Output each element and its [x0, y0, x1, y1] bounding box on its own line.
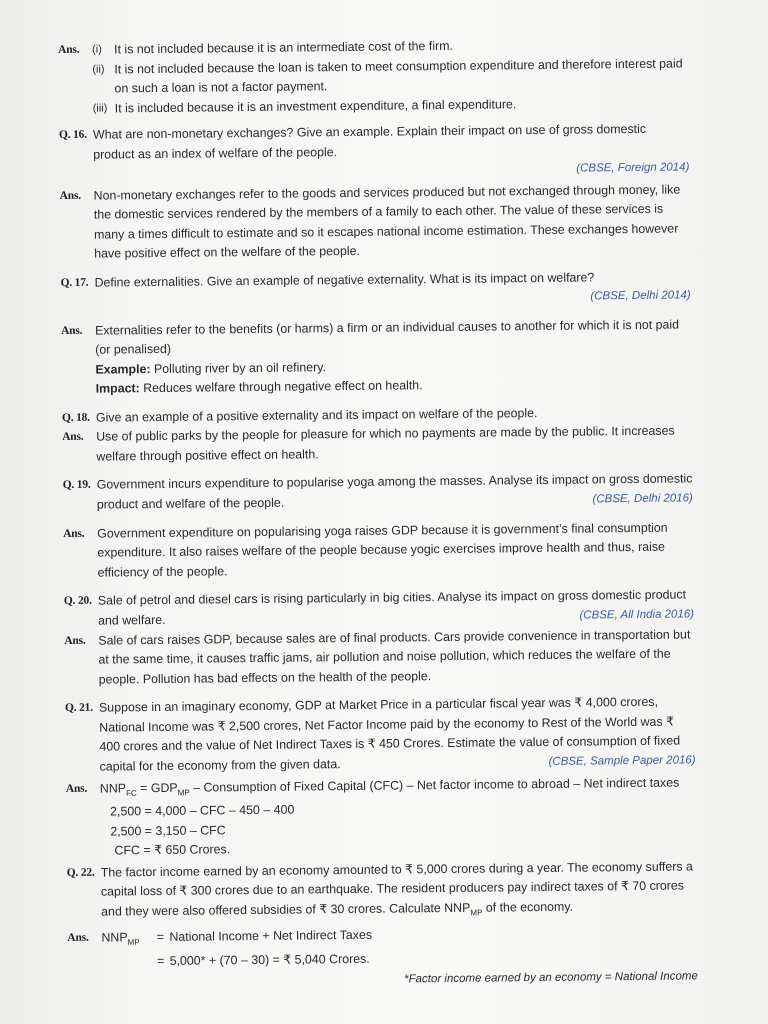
- answer-label: Ans.: [65, 782, 88, 795]
- question-label: Q. 16.: [58, 128, 87, 141]
- question-text: The factor income earned by an economy amounted to ₹ 5,000 crores during a year. The economy suffers a capital loss of ₹ 300 crores due to an earthquake. The resident producers pay indirect taxes of ₹ 70 crores and they were also offered subsidies of ₹ 30 crores. Calculate NNP: [100, 859, 693, 919]
- answer-label: Ans.: [63, 527, 85, 540]
- answer-20: [64, 625, 695, 690]
- formula-rest: – Consumption of Fixed Capital (CFC) – Net factor income to abroad – Net indirect taxes: [189, 775, 680, 795]
- equation-lhs: [101, 928, 151, 952]
- answer-label: Ans.: [62, 430, 84, 443]
- question-label: Q. 17.: [60, 276, 89, 289]
- example-label: Example:: [95, 361, 151, 377]
- answer-17: [61, 315, 692, 400]
- question-22: [67, 857, 698, 927]
- item-text: It is not included because the loan is taken to meet consumption expenditure and therefore interest paid on such a loan is not a factor payment.: [114, 55, 683, 96]
- equation-subscript: MP: [127, 937, 140, 947]
- example-text: Polluting river by an oil refinery.: [150, 359, 326, 376]
- question-source: (CBSE, Foreign 2014): [576, 161, 690, 175]
- item-text: It is included because it is an investment expenditure, a final expenditure.: [114, 96, 517, 115]
- answer-text: Non-monetary exchanges refer to the goods and services produced but not exchanged through money, like the domestic services rendered by the members of a family to each other. The value of these services is many a times difficult to estimate and so it escapes national income estimation. These exchanges however have positive effect on the welfare of the people.: [93, 181, 681, 261]
- equals-sign: =: [156, 953, 165, 968]
- equals-sign: =: [156, 929, 165, 944]
- answer-16: [60, 180, 691, 265]
- answer-label: Ans.: [67, 931, 89, 944]
- question-subscript: MP: [470, 908, 483, 918]
- page-content: [58, 33, 698, 993]
- footnote: *Factor income earned by an economy = National Income: [404, 970, 698, 986]
- question-text: Suppose in an imaginary economy, GDP at Market Price in a particular fiscal year was ₹ 4,000 crores, National Income was ₹ 2,500 crores, Net Factor Income paid by the economy to Rest of the World was ₹ 400 crores and the value of Net Indirect Taxes is ₹ 450 Crores. Estimate the value of consumption of fixed capital for the economy from the given data.: [98, 694, 681, 774]
- answer-label: Ans.: [58, 43, 80, 56]
- equation-spacer: [102, 952, 152, 972]
- item-number: (iii): [92, 101, 108, 115]
- answer-text: Sale of cars raises GDP, because sales are of final products. Cars provide convenience in transportation but at the same time, it causes traffic jams, air pollution and noise pollution, which reduces the welfare of the people. Pollution has bad effects on the health of the people.: [98, 626, 691, 687]
- question-text: What are non-monetary exchanges? Give an example. Explain their impact on use of gross domestic product as an index of welfare of the people.: [92, 121, 647, 162]
- answer-18: [62, 421, 692, 467]
- question-label: Q. 18.: [61, 411, 90, 424]
- question-text: Government incurs expenditure to popularise yoga among the masses. Analyse its impact on gross domestic product and welfare of the people.: [96, 471, 693, 512]
- question-label: Q. 19.: [62, 478, 91, 491]
- equation-rhs: 5,000* + (70 – 30) = ₹ 5,040 Crores.: [169, 951, 370, 968]
- question-19: [63, 469, 693, 515]
- answer-text: Externalities refer to the benefits (or harms) a firm or an individual causes to another for which it is not paid (or penalised): [94, 317, 680, 357]
- calc-line: 2,500 = 3,150 – CFC: [110, 823, 226, 839]
- question-text: Sale of petrol and diesel cars is rising particularly in big cities. Analyse its impact on gross domestic product and welfare.: [97, 587, 687, 628]
- item-number: (ii): [92, 63, 105, 76]
- answer-label: Ans.: [60, 324, 83, 337]
- question-source: (CBSE, All India 2016): [579, 608, 695, 622]
- impact-label: Impact:: [95, 381, 140, 396]
- answer-21: [66, 773, 697, 862]
- question-source: (CBSE, Delhi 2016): [592, 492, 693, 506]
- question-label: Q. 22.: [66, 866, 95, 879]
- calc-line: 2,500 = 4,000 – CFC – 450 – 400: [110, 803, 295, 819]
- formula-subscript-mp: MP: [177, 787, 190, 797]
- answer-label: Ans.: [64, 634, 86, 647]
- equation-rhs: National Income + Net Indirect Taxes: [169, 927, 373, 944]
- question-text-end: of the economy.: [482, 899, 574, 915]
- formula-nnp: NNP: [99, 780, 127, 796]
- item-number: (i): [92, 43, 102, 56]
- impact-text: Reduces welfare through negative effect on health.: [139, 378, 423, 396]
- question-16: [59, 119, 690, 184]
- formula-subscript-fc: FC: [126, 788, 137, 798]
- answer-22: [67, 922, 698, 994]
- question-21: [65, 692, 696, 777]
- answer-label: Ans.: [59, 189, 81, 202]
- question-17: [60, 267, 690, 313]
- calc-result: CFC = ₹ 650 Crores.: [114, 842, 231, 858]
- answer-text: Government expenditure on popularising yoga raises GDP because it is government’s final consumption expenditure. It also raises welfare of the people because yogic exercises improve health and thus, raise efficiency of the people.: [97, 520, 668, 580]
- answer-item: [92, 54, 688, 99]
- question-label: Q. 20.: [63, 594, 92, 607]
- answer-15: [58, 34, 689, 119]
- question-source: (CBSE, Sample Paper 2016): [548, 754, 696, 768]
- question-text: Define externalities. Give an example of negative externality. What is its impact on welfare?: [94, 269, 595, 290]
- question-source: (CBSE, Delhi 2014): [590, 289, 691, 303]
- formula-gdp: = GDP: [136, 780, 178, 795]
- answer-19: [63, 518, 694, 583]
- item-text: It is not included because it is an intermediate cost of the firm.: [114, 38, 454, 57]
- question-label: Q. 21.: [64, 701, 93, 714]
- question-20: [64, 585, 694, 631]
- answer-text: Use of public parks by the people for pleasure for which no payments are made by the public. It increases welfare through positive effect on health.: [96, 423, 675, 464]
- question-text: Give an example of a positive externality and its impact on welfare of the people.: [95, 405, 538, 425]
- equation-nnp: NNP: [101, 930, 128, 945]
